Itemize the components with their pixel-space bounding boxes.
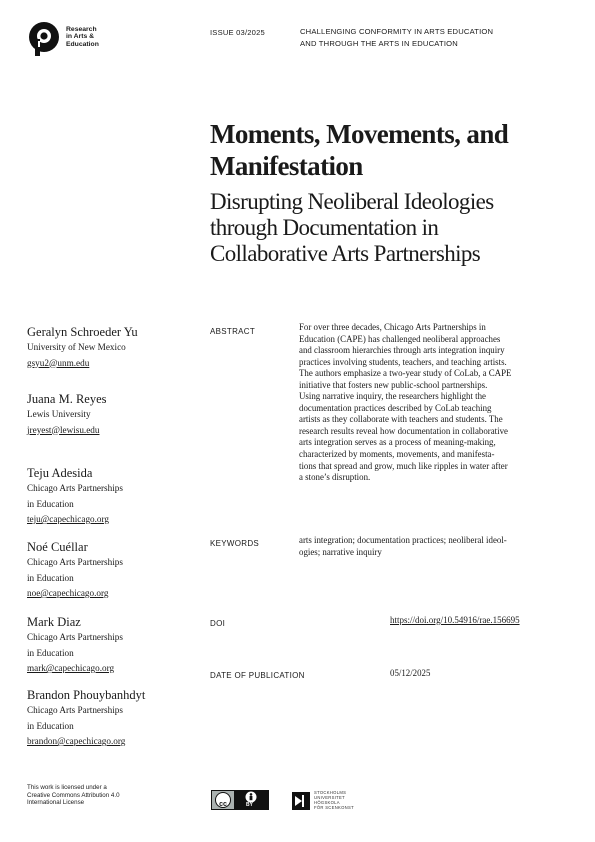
cc-icon (215, 792, 231, 808)
publication-date-label: DATE OF PUBLICATION (210, 671, 305, 680)
cc-icon-text: cc (219, 801, 227, 808)
keywords-label: KEYWORDS (210, 539, 260, 548)
author-name: Teju Adesida (27, 466, 93, 480)
series-line: CHALLENGING CONFORMITY IN ARTS EDUCATION (300, 27, 494, 36)
abstract-line: Using narrative inquiry, the researchers highlight the (299, 391, 486, 402)
journal-logo-icon (27, 21, 61, 57)
license-line: International License (27, 799, 85, 807)
abstract-text (299, 322, 574, 484)
article-subtitle (210, 189, 494, 267)
author-email-link[interactable]: brandon@capechicago.org (27, 736, 126, 746)
license-text (27, 784, 120, 807)
series-line: AND THROUGH THE ARTS IN EDUCATION (300, 39, 458, 48)
cc-by-license-badge[interactable] (211, 790, 269, 810)
abstract-line: practices involving students, teachers, and teaching artists. (299, 356, 507, 367)
subtitle-line: through Documentation in (210, 215, 439, 240)
keywords-line: ogies; narrative inquiry (299, 546, 382, 557)
keywords-text (299, 535, 574, 558)
author-email-link[interactable]: teju@capechicago.org (27, 514, 110, 524)
abstract-line: The authors emphasize a two-year study of CoLab, a CAPE (299, 368, 512, 379)
author-affiliation: in Education (27, 647, 74, 658)
title-line: Moments, Movements, and (210, 119, 509, 149)
author-email-link[interactable]: mark@capechicago.org (27, 663, 115, 673)
author-affiliation: Chicago Arts Partnerships (27, 632, 123, 642)
journal-name-line: in Arts & (66, 33, 95, 41)
publisher-line: UNIVERSITET (314, 794, 345, 800)
keywords-line: arts integration; documentation practices; neoliberal ideol- (299, 535, 507, 545)
publication-date: 05/12/2025 (390, 668, 431, 678)
journal-logo (27, 21, 67, 57)
author-block (27, 540, 123, 600)
subtitle-line: Disrupting Neoliberal Ideologies (210, 189, 494, 214)
license-line: Creative Commons Attribution 4.0 (27, 791, 120, 799)
author-name: Brandon Phouybanhdyt (27, 688, 146, 702)
doi-link[interactable]: https://doi.org/10.54916/rae.156695 (390, 615, 520, 625)
author-email-link[interactable]: jreyest@lewisu.edu (27, 424, 100, 435)
author-affiliation: Lewis University (27, 409, 91, 419)
publisher-mark-icon (292, 792, 310, 810)
abstract-line: artists as they collaborate with teachers and students. The (299, 414, 503, 425)
publisher-line: FÖR SCENKONST (314, 804, 354, 810)
journal-name-line: Education (66, 40, 99, 48)
author-block (27, 615, 123, 675)
publisher-logo-text (314, 791, 354, 811)
publisher-line: HÖGSKOLA (314, 799, 340, 805)
abstract-line: characterized by moments, movements, and manifesta- (299, 449, 495, 460)
abstract-line: initiative that fosters new public-school partnerships. (299, 379, 488, 390)
author-affiliation: Chicago Arts Partnerships (27, 557, 123, 567)
by-text: BY (246, 802, 253, 808)
abstract-line: and classroom hierarchies through arts integration inquiry (299, 345, 505, 356)
author-block (27, 466, 123, 526)
subtitle-line: Collaborative Arts Partnerships (210, 241, 481, 266)
publisher-logo (292, 791, 402, 811)
issue-series-title (300, 26, 493, 50)
doi-label: DOI (210, 619, 226, 628)
by-section (234, 791, 268, 809)
abstract-label: ABSTRACT (210, 327, 256, 336)
author-name: Geralyn Schroeder Yu (27, 325, 138, 339)
abstract-line: For over three decades, Chicago Arts Partnerships in (299, 322, 486, 332)
author-affiliation: Chicago Arts Partnerships (27, 483, 123, 493)
title-line: Manifestation (210, 151, 363, 181)
author-affiliation: University of New Mexico (27, 342, 126, 352)
abstract-line: a stone’s disruption. (299, 472, 371, 483)
journal-name (66, 26, 99, 48)
author-block (27, 325, 138, 370)
author-block (27, 688, 145, 748)
abstract-line: Education (CAPE) has challenged neoliberal approaches (299, 333, 501, 344)
author-email-link[interactable]: noe@capechicago.org (27, 588, 109, 598)
journal-name-line: Research (66, 26, 97, 33)
author-name: Juana M. Reyes (27, 392, 107, 406)
author-email-link[interactable]: gsyu2@unm.edu (27, 357, 90, 368)
author-affiliation: in Education (27, 498, 74, 509)
author-name: Mark Diaz (27, 615, 81, 629)
abstract-line: arts integration serves as a process of meaning-making, (299, 437, 496, 448)
author-block (27, 392, 107, 437)
author-affiliation: in Education (27, 572, 74, 583)
issue-number: ISSUE 03/2025 (210, 28, 265, 37)
author-affiliation: in Education (27, 720, 74, 731)
abstract-line: documentation practices described by CoLab teaching (299, 402, 492, 413)
abstract-line: tions that spread and grow, much like ripples in water after (299, 460, 508, 471)
article-title (210, 118, 508, 182)
author-affiliation: Chicago Arts Partnerships (27, 705, 123, 715)
author-name: Noé Cuéllar (27, 540, 88, 554)
publisher-line: STOCKHOLMS (314, 790, 347, 795)
license-line: This work is licensed under a (27, 784, 107, 791)
abstract-line: research results reveal how documentation in collaborative (299, 425, 508, 436)
